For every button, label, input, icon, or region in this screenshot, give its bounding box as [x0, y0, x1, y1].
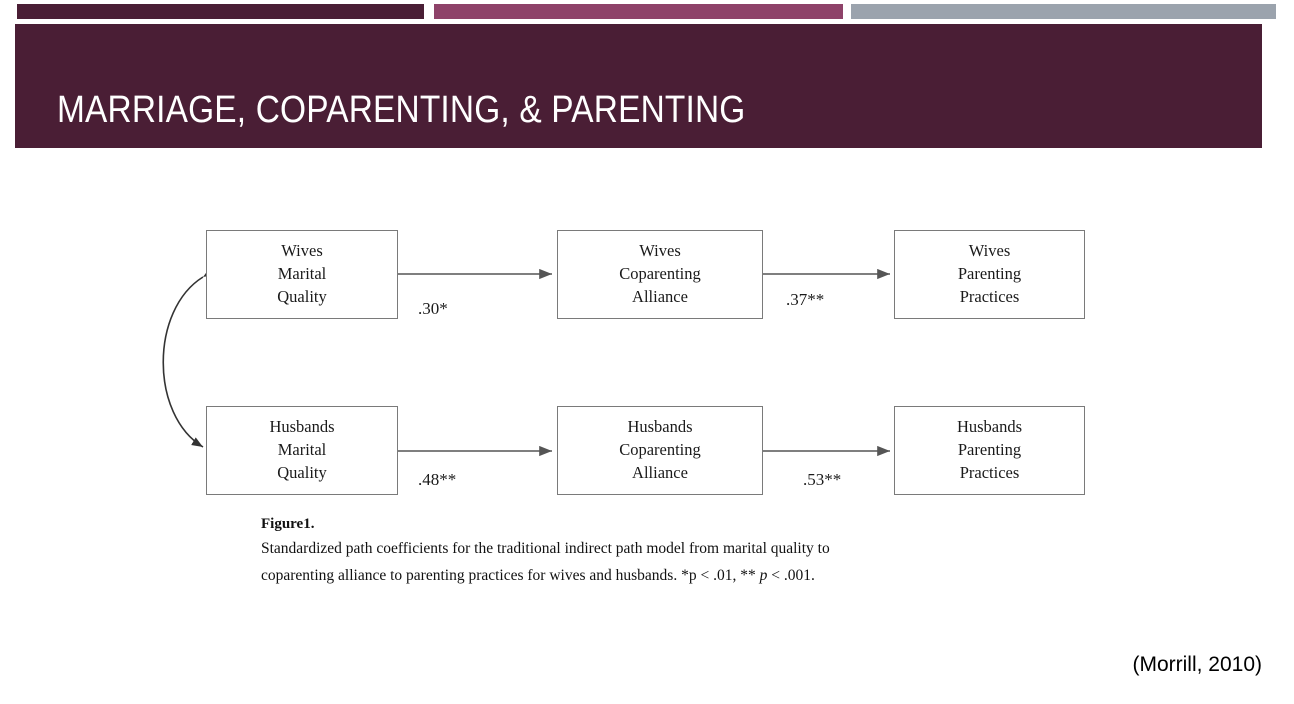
page-title: MARRIAGE, COPARENTING, & PARENTING	[57, 89, 746, 131]
node-line-1: Husbands	[956, 417, 1023, 437]
arrow-marital-quality-correlation	[163, 277, 203, 447]
node-husbands-parenting-practices	[894, 406, 1085, 495]
figure-caption-p-italic: p	[759, 566, 768, 584]
figure-caption-line-2-a: coparenting alliance to parenting practices for wives and husbands. *p < .01, **	[261, 566, 760, 584]
figure-caption-line-2-b: < .001.	[767, 566, 815, 584]
node-line-3: Quality	[277, 462, 327, 482]
coefficient-wives-ca-to-pp: .37**	[786, 290, 825, 309]
node-line-1: Wives	[281, 241, 323, 261]
node-line-3: Quality	[277, 286, 327, 306]
node-line-1: Wives	[639, 241, 681, 261]
node-wives-coparenting-alliance	[557, 230, 763, 319]
node-line-1: Husbands	[627, 417, 693, 437]
node-line-3: Practices	[959, 462, 1020, 482]
figure-caption-line-2	[261, 563, 991, 590]
node-line-2: Marital	[277, 264, 327, 284]
node-wives-parenting-practices	[894, 230, 1085, 319]
node-line-2: Coparenting	[619, 264, 701, 284]
node-line-2: Parenting	[957, 264, 1022, 284]
node-line-2: Parenting	[957, 440, 1022, 460]
figure-caption-line-1: Standardized path coefficients for the traditional indirect path model from marital quality to	[261, 540, 830, 558]
node-husbands-coparenting-alliance	[557, 406, 763, 495]
coefficient-husbands-ca-to-pp: .53**	[803, 470, 842, 489]
node-line-1: Husbands	[269, 417, 335, 437]
coefficient-husbands-mq-to-ca: .48**	[418, 470, 457, 489]
node-husbands-marital-quality	[206, 406, 398, 495]
coefficient-wives-mq-to-ca: .30*	[418, 299, 448, 318]
node-line-3: Alliance	[632, 462, 688, 482]
figure-caption-title: Figure1.	[261, 516, 315, 532]
node-line-2: Marital	[277, 440, 327, 460]
source-citation: (Morrill, 2010)	[1132, 653, 1262, 676]
node-line-2: Coparenting	[619, 440, 701, 460]
node-line-1: Wives	[968, 241, 1011, 261]
node-line-3: Alliance	[632, 286, 688, 306]
node-wives-marital-quality	[206, 230, 398, 319]
figure-caption	[261, 514, 991, 590]
node-line-3: Practices	[959, 286, 1020, 306]
